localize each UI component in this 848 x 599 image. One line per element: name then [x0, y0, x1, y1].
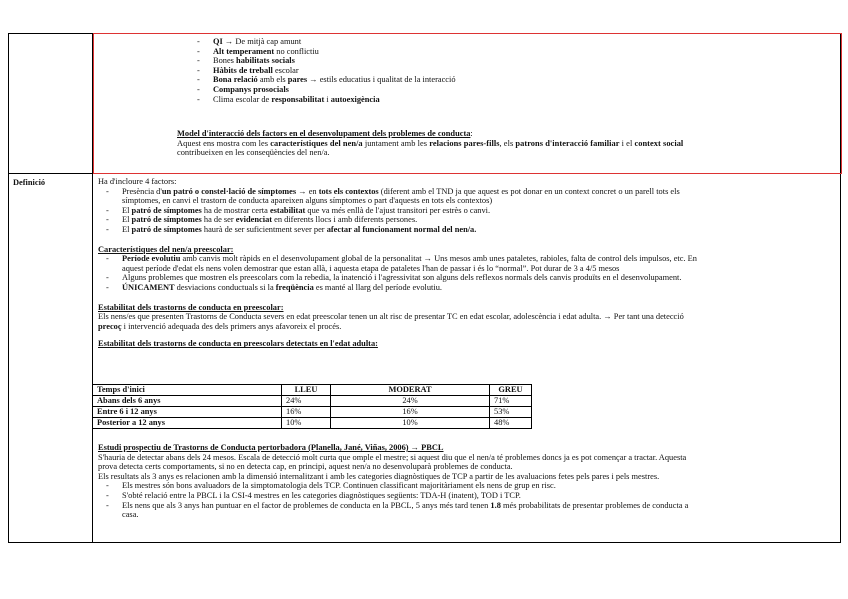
text-run: amb canvis molt ràpids en el desenvolupament global de la personalitat → Uns mesos amb unes pataletes, rabioles, falta de control dels impulsos, etc. En: [180, 254, 697, 264]
text-run: Hàbits de treball: [213, 65, 273, 75]
text-run: patró de símptomes: [131, 224, 202, 234]
study-line1: S'hauria de detectar abans dels 24 mesos. Escala de detecció molt curta que omple el mestre; si aquest diu que el nen/a té problemes doncs ja es pot començar a tractar. Aquesta: [98, 452, 687, 462]
text-run: → en: [296, 186, 319, 196]
text-run: Alt temperament: [213, 46, 275, 56]
severity-table: [92, 384, 532, 429]
table-header-cell: GREU: [490, 385, 532, 396]
preescolar-title: Característiques del nen/a preescolar:: [98, 244, 234, 254]
study-bullet-3: - Els nens que als 3 anys han puntuar en el factor de problemes de conducta en la PBCL, 5 anys més tard tenen 1.8 més probabilitats de presentar problemes de conducta a: [106, 500, 689, 510]
bullet-item: - Alt temperament no conflictiu: [197, 46, 319, 56]
study-bullet-2: - S'obté relació entre la PBCL i la CSI-4 mestres en les categories diagnòstiques següents: TDA-H (inatent), TOD i TCP.: [106, 490, 521, 500]
text-run: haurà de ser suficientment sever per: [201, 224, 327, 234]
table-cell: 16%: [282, 407, 331, 418]
text-run: que va més enllà de l'ajust transitori per estrès o canvi.: [305, 205, 491, 215]
text-run: tots els contextos: [318, 186, 379, 196]
bullet-item: - Companys prosocials: [197, 84, 289, 94]
table-cell: 53%: [490, 407, 532, 418]
study-bullet-1: - Els mestres són bons avaluadors de la simptomatologia dels TCP. Continuen classificant majoritàriament els nens de grup en risc.: [106, 481, 556, 491]
preescolar-item-1: - Període evolutiu amb canvis molt ràpids en el desenvolupament global de la personalitat → Uns mesos amb unes pataletes, rabioles, falta de control dels impulsos, etc. En: [106, 254, 697, 264]
text-run: patró de símptomes: [131, 215, 202, 225]
factor-1-cont: símptomes, en canvi el trastorn de conducta apareixen alguns símptomes o part d'aquests en tots els contextos): [122, 196, 493, 206]
bullet-item: - Bones habilitats socials: [197, 56, 295, 66]
table-cell: 16%: [331, 407, 490, 418]
model-section: [177, 129, 837, 158]
table-cell: 24%: [282, 396, 331, 407]
bullet-item: - Clima escolar de responsabilitat i autoexigència: [197, 94, 380, 104]
factor-2: - El patró de símptomes ha de mostrar certa estabilitat que va més enllà de l'ajust transitori per estrès o canvi.: [106, 205, 491, 215]
estabilitat-title: Estabilitat dels trastorns de conducta en preescolar:: [98, 302, 284, 312]
text-run: estabilitat: [269, 205, 306, 215]
text-run: responsabilitat: [271, 94, 325, 104]
preescolar-item-1-cont: aquest període d'edat els nens volen demostrar que estan allà, i aquesta etapa de pataletes l'han de passar i és lo “normal”. Pot durar de 3 a 4/5 mesos: [122, 263, 620, 273]
text-run: afectar al funcionament normal del nen/a.: [326, 224, 477, 234]
study-line2: prova detecta certs comportaments, si no en detecta cap, en principi, aquest nen/a no desenvoluparà problemes de conducta.: [98, 462, 513, 472]
estabilitat-line2: precoç i intervenció adequada des dels primers anys afavoreix el procés.: [98, 321, 342, 331]
text-run: Companys prosocials: [213, 84, 289, 94]
bullet-item: - QI → De mitjà cap amunt: [197, 37, 302, 46]
table-cell: 71%: [490, 396, 532, 407]
text-run: autoexigència: [330, 94, 380, 104]
study-section: [98, 443, 838, 520]
model-text-line2: contribueixen en les conseqüències del nen/a.: [177, 148, 330, 158]
row-label-definicio: Definició: [13, 178, 46, 187]
text-run: ÚNICAMENT: [122, 282, 175, 292]
factor-3: - El patró de símptomes ha de ser evidenciat en diferents llocs i amb diferents persones.: [106, 215, 418, 225]
text-run: patró de símptomes: [131, 205, 202, 215]
table-cell: 24%: [331, 396, 490, 407]
table-cell: Posterior a 12 anys: [93, 418, 282, 429]
text-run: Període evolutiu: [122, 254, 181, 264]
model-title: Model d'interacció dels factors en el desenvolupament dels problemes de conducta:: [177, 129, 473, 138]
factor-1: - Presència d'un patró o constel·lació de símptomes → en tots els contextos (diferent amb el TND ja que aquest es pot donar en un context concret o un parell tots els: [106, 186, 680, 196]
estabilitat-line1: Els nens/es que presenten Trastorns de Conducta severs en edat preescolar tenen un alt risc de presentar TC en edat escolar, adolescència i edat adulta. → Per tant una detecció: [98, 312, 684, 322]
table-header-cell: LLEU: [282, 385, 331, 396]
definicio-intro: Ha d'incloure 4 factors:: [98, 177, 177, 186]
table-cell: 10%: [331, 418, 490, 429]
study-bullet-3-cont: casa.: [122, 510, 139, 520]
table-row: [93, 407, 532, 418]
text-run: Clima escolar de: [213, 94, 272, 104]
table-header-cell: MODERAT: [331, 385, 490, 396]
table-row: [93, 396, 532, 407]
text-run: un patró o constel·lació de símptomes: [161, 186, 297, 196]
text-run: El: [122, 205, 132, 215]
bullet-item: - Bona relació amb els pares → estils educatius i qualitat de la interacció: [197, 75, 456, 85]
protective-factors-list: [197, 37, 837, 104]
study-title: Estudi prospectiu de Trastorns de Conducta pertorbadora (Planella, Jané, Viñas, 2006) → PBCL: [98, 443, 444, 452]
text-run: El: [122, 215, 132, 225]
table-header-cell: Temps d'inici: [93, 385, 282, 396]
text-run: El: [122, 224, 132, 234]
text-run: escolar: [272, 65, 299, 75]
text-run: i: [324, 94, 331, 104]
text-run: no conflictiu: [274, 46, 319, 56]
preescolar-item-2: - Alguns problemes que mostren els preescolars com la rebedia, la inatenció i l'agressivitat son alguns dels reflexos normals dels canvis produïts en el desenvolupament.: [106, 273, 682, 283]
text-run: → De mitjà cap amunt: [222, 37, 302, 46]
text-run: ha de mostrar certa: [201, 205, 270, 215]
severity-table-title: Estabilitat dels trastorns de conducta en preescolars detectats en l'edat adulta:: [98, 339, 378, 349]
table-cell: Entre 6 i 12 anys: [93, 407, 282, 418]
text-run: Bona relació: [213, 75, 258, 85]
table-header-row: [93, 385, 532, 396]
definicio-content: [98, 177, 838, 349]
table-row: [93, 418, 532, 429]
text-run: amb els: [257, 75, 288, 85]
text-run: → estils educatius i qualitat de la interacció: [307, 75, 456, 85]
text-run: pares: [287, 75, 308, 85]
table-cell: 10%: [282, 418, 331, 429]
model-text-line1: Aquest ens mostra com les característiques del nen/a juntament amb les relacions pares-fills, els patrons d'interacció familiar i el context social: [177, 138, 684, 148]
text-run: es manté al llarg del període evolutiu.: [313, 282, 442, 292]
text-run: desviacions conductuals si la: [174, 282, 276, 292]
factor-4: - El patró de símptomes haurà de ser suficientment sever per afectar al funcionament normal del nen/a.: [106, 224, 477, 234]
text-run: Bones: [213, 56, 237, 66]
text-run: QI: [213, 37, 223, 46]
bullet-item: - Hàbits de treball escolar: [197, 65, 299, 75]
text-run: ha de ser: [201, 215, 236, 225]
text-run: evidenciat: [235, 215, 273, 225]
table-cell: 48%: [490, 418, 532, 429]
preescolar-item-3: - ÚNICAMENT desviacions conductuals si la freqüència es manté al llarg del període evolutiu.: [106, 282, 442, 292]
text-run: en diferents llocs i amb diferents persones.: [272, 215, 418, 225]
text-run: freqüència: [275, 282, 314, 292]
table-cell: Abans dels 6 anys: [93, 396, 282, 407]
text-run: (diferent amb el TND ja que aquest es pot donar en un context concret o un parell tots els: [378, 186, 680, 196]
study-line3: Els resultats als 3 anys es relacionen amb la dimensió internalitzant i amb les categories diagnòstiques de TCP a partir de les avaluacions fetes pels pares i pels mestres.: [98, 471, 660, 481]
text-run: Presència d': [122, 186, 162, 196]
text-run: habilitats socials: [236, 56, 295, 66]
